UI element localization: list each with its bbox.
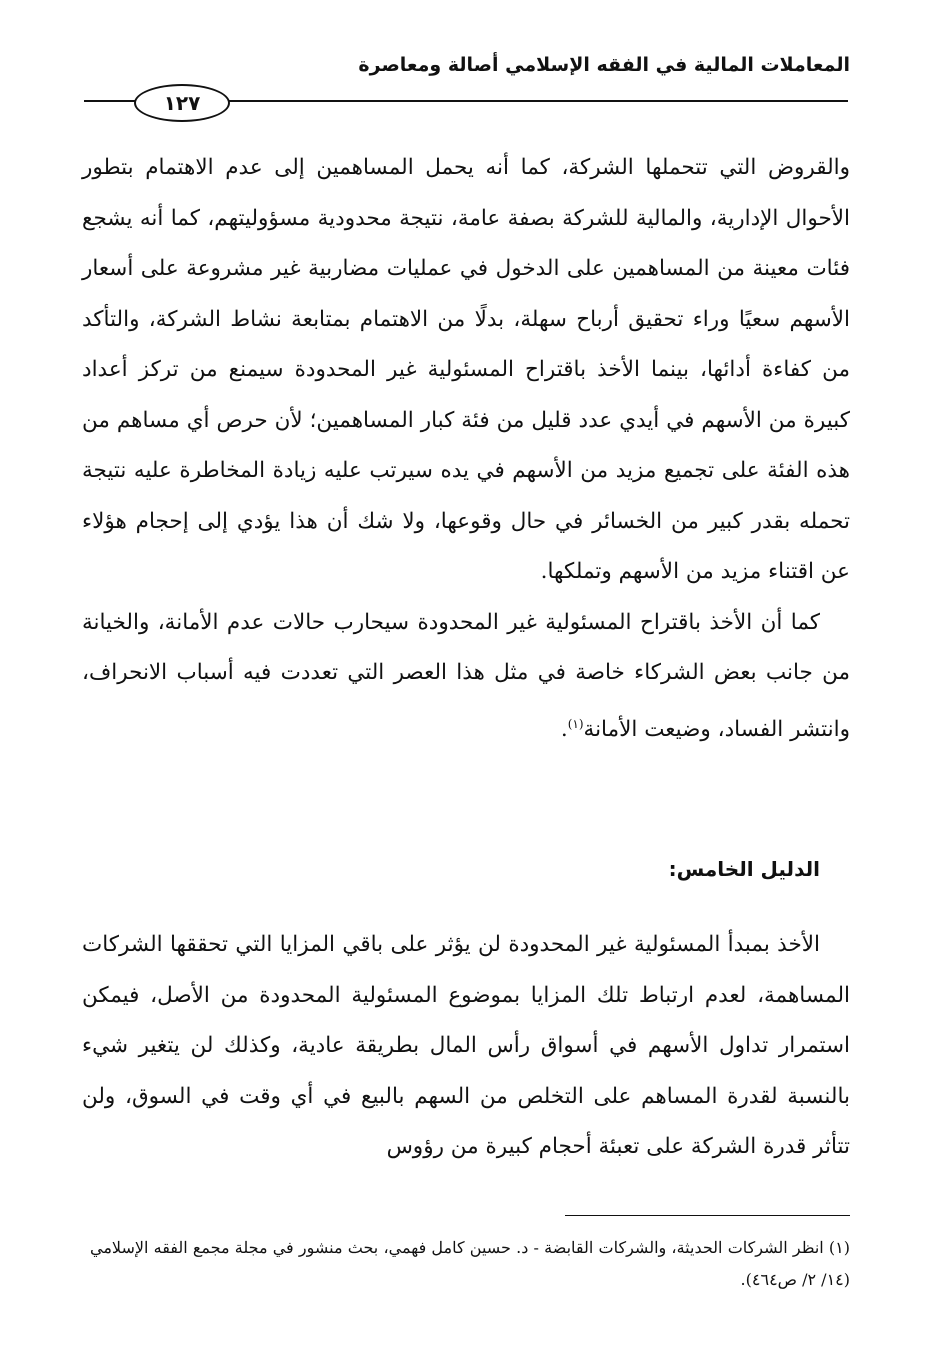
section-heading: الدليل الخامس:	[668, 857, 820, 881]
paragraph: الأخذ بمبدأ المسئولية غير المحدودة لن يؤثر على باقي المزايا التي تحققها الشركات المساهمة، لعدم ارتباط تلك المزايا بموضوع المسئولية المحدودة من الأصل، فيمكن استمرار تداول الأسهم في أسواق رأس المال بطريقة عادية، وكذلك لن يتغير شيء بالنسبة لقدرة المساهم على التخلص من السهم بالبيع في أي وقت في السوق، ولن تتأثر قدرة الشركة على تعبئة أحجام كبيرة من رؤوس	[82, 932, 850, 1159]
paragraph-text: كما أن الأخذ باقتراح المسئولية غير المحدودة سيحارب حالات عدم الأمانة، والخيانة من جانب بعض الشركاء خاصة في مثل هذا العصر التي تعددت فيه أسباب الانحراف، وانتشر الفساد، وضيعت الأمانة	[82, 609, 850, 742]
footnote-rule	[565, 1215, 850, 1216]
paragraph: والقروض التي تتحملها الشركة، كما أنه يحمل المساهمين إلى عدم الاهتمام بتطور الأحوال الإدارية، والمالية للشركة بصفة عامة، نتيجة محدودية مسؤوليتهم، كما أنه يشجع فئات معينة من المساهمين على الدخول في عمليات مضاربية غير مشروعة على أسعار الأسهم سعيًا وراء تحقيق أرباح سهلة، بدلًا من الاهتمام بمتابعة نشاط الشركة، والتأكد من كفاءة أدائها، بينما الأخذ باقتراح المسئولية غير المحدودة سيمنع من تركز أعداد كبيرة من الأسهم في أيدي عدد قليل من فئة كبار المساهمين؛ لأن حرص أي مساهم من هذه الفئة على تجميع مزيد من الأسهم في يده سيرتب عليه زيادة المخاطرة عليه نتيجة تحمله بقدر كبير من الخسائر في حال وقوعها، ولا شك أن هذا يؤدي إلى إحجام هؤلاء عن اقتناء مزيد من الأسهم وتملكها.	[82, 155, 850, 584]
paragraph: كما أن الأخذ باقتراح المسئولية غير المحدودة سيحارب حالات عدم الأمانة، والخيانة من جانب بعض الشركاء خاصة في مثل هذا العصر التي تعددت فيه أسباب الانحراف، وانتشر الفساد، وضيعت الأمانة$^{(١)}$.	[82, 609, 850, 742]
body-text	[82, 143, 850, 755]
page-number: ١٢٧	[134, 84, 230, 122]
body-text	[82, 920, 850, 1173]
footnote-marker: (١)	[567, 716, 584, 731]
footnote: (١) انظر الشركات الحديثة، والشركات القابضة - د. حسين كامل فهمي، بحث منشور في مجلة مجمع الفقه الإسلامي (١٤/ ٢/ ص٤٦٤).	[90, 1238, 850, 1289]
running-title: المعاملات المالية في الفقه الإسلامي أصالة ومعاصرة	[358, 54, 850, 76]
